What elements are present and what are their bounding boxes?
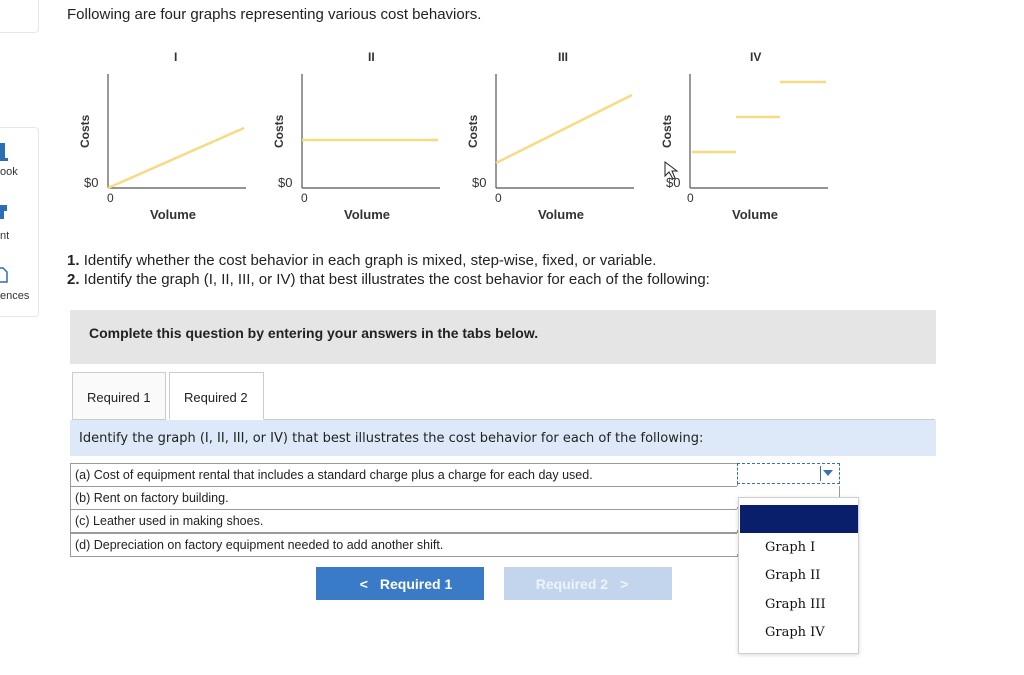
print-icon <box>0 205 9 221</box>
sidebar-item-label: ook <box>0 166 18 178</box>
prev-button-label: Required 1 <box>379 576 453 592</box>
question-row: (b) Rent on factory building. <box>70 486 738 510</box>
origin-y-label: $0 <box>84 175 99 190</box>
origin-x-label: 0 <box>301 191 308 205</box>
references-icon <box>0 267 9 283</box>
origin-y-label: $0 <box>472 175 487 190</box>
graph-title: II <box>368 50 375 64</box>
required-prompt: Identify the graph (I, II, III, or IV) that best illustrates the cost behavior for each of the following: <box>79 431 704 446</box>
graph-xlabel: Volume <box>150 207 196 222</box>
tab-required-1[interactable]: Required 1 <box>72 372 166 420</box>
cost-line <box>108 128 244 188</box>
graph-ylabel: Costs <box>466 114 480 148</box>
dropdown-option-graph-iv[interactable]: Graph IV <box>765 625 825 640</box>
instruction-number: 2. <box>67 271 80 288</box>
sidebar-item-ebook[interactable] <box>0 138 20 188</box>
origin-y-label: $0 <box>666 175 681 190</box>
instructions <box>67 251 710 289</box>
question-row: (c) Leather used in making shoes. <box>70 509 738 533</box>
complete-banner-text: Complete this question by entering your answers in the tabs below. <box>89 325 539 341</box>
graph-title: IV <box>750 50 762 64</box>
question-row: (a) Cost of equipment rental that includes a standard charge plus a charge for each day used. <box>70 463 738 487</box>
dropdown-option-graph-iii[interactable]: Graph III <box>765 597 826 612</box>
chevron-right-icon: > <box>620 576 629 592</box>
dropdown-option-blank[interactable] <box>740 505 858 533</box>
question-row: (d) Depreciation on factory equipment needed to add another shift. <box>70 533 738 557</box>
graph-xlabel: Volume <box>344 207 390 222</box>
chevron-left-icon: < <box>359 576 368 592</box>
sidebar-top-panel <box>0 0 39 33</box>
tab-required-2[interactable]: Required 2 <box>169 372 264 420</box>
instruction-text: Identify the graph (I, II, III, or IV) that best illustrates the cost behavior for each of the following: <box>83 271 710 288</box>
sidebar-item-print[interactable] <box>0 198 20 248</box>
chevron-down-icon[interactable] <box>823 470 833 476</box>
graph-iv <box>650 42 840 232</box>
book-icon <box>0 143 9 163</box>
instruction-text: Identify whether the cost behavior in each graph is mixed, step-wise, fixed, or variable. <box>83 252 657 269</box>
graph-xlabel: Volume <box>538 207 584 222</box>
next-button-label: Required 2 <box>535 576 609 592</box>
cost-line <box>496 95 632 163</box>
answer-select-a[interactable] <box>737 463 840 484</box>
graph-i <box>68 42 258 232</box>
instruction-1 <box>67 251 710 270</box>
graph-ylabel: Costs <box>78 114 92 148</box>
dropdown-option-graph-i[interactable]: Graph I <box>765 540 816 555</box>
sidebar-item-label: nt <box>0 230 10 242</box>
next-required-button[interactable] <box>504 567 672 600</box>
origin-y-label: $0 <box>278 175 293 190</box>
graph-title: I <box>174 50 178 64</box>
sidebar-item-references[interactable] <box>0 263 30 313</box>
origin-x-label: 0 <box>495 191 502 205</box>
graph-ii <box>262 42 452 232</box>
instruction-2 <box>67 270 710 289</box>
answer-dropdown-menu <box>738 497 859 654</box>
required-prompt-bar <box>70 420 936 456</box>
intro-text: Following are four graphs representing various cost behaviors. <box>67 6 482 23</box>
sidebar-nav <box>0 127 39 317</box>
dropdown-option-graph-ii[interactable]: Graph II <box>765 568 821 583</box>
complete-banner <box>70 310 936 364</box>
sidebar-item-label: ences <box>0 290 30 302</box>
graph-xlabel: Volume <box>732 207 778 222</box>
graph-title: III <box>558 50 569 64</box>
origin-x-label: 0 <box>107 191 114 205</box>
prev-required-button[interactable] <box>316 567 484 600</box>
select-separator <box>820 466 821 481</box>
graph-ylabel: Costs <box>660 114 674 148</box>
origin-x-label: 0 <box>687 191 694 205</box>
graph-ylabel: Costs <box>272 114 286 148</box>
graph-iii <box>456 42 646 232</box>
instruction-number: 1. <box>67 252 80 269</box>
